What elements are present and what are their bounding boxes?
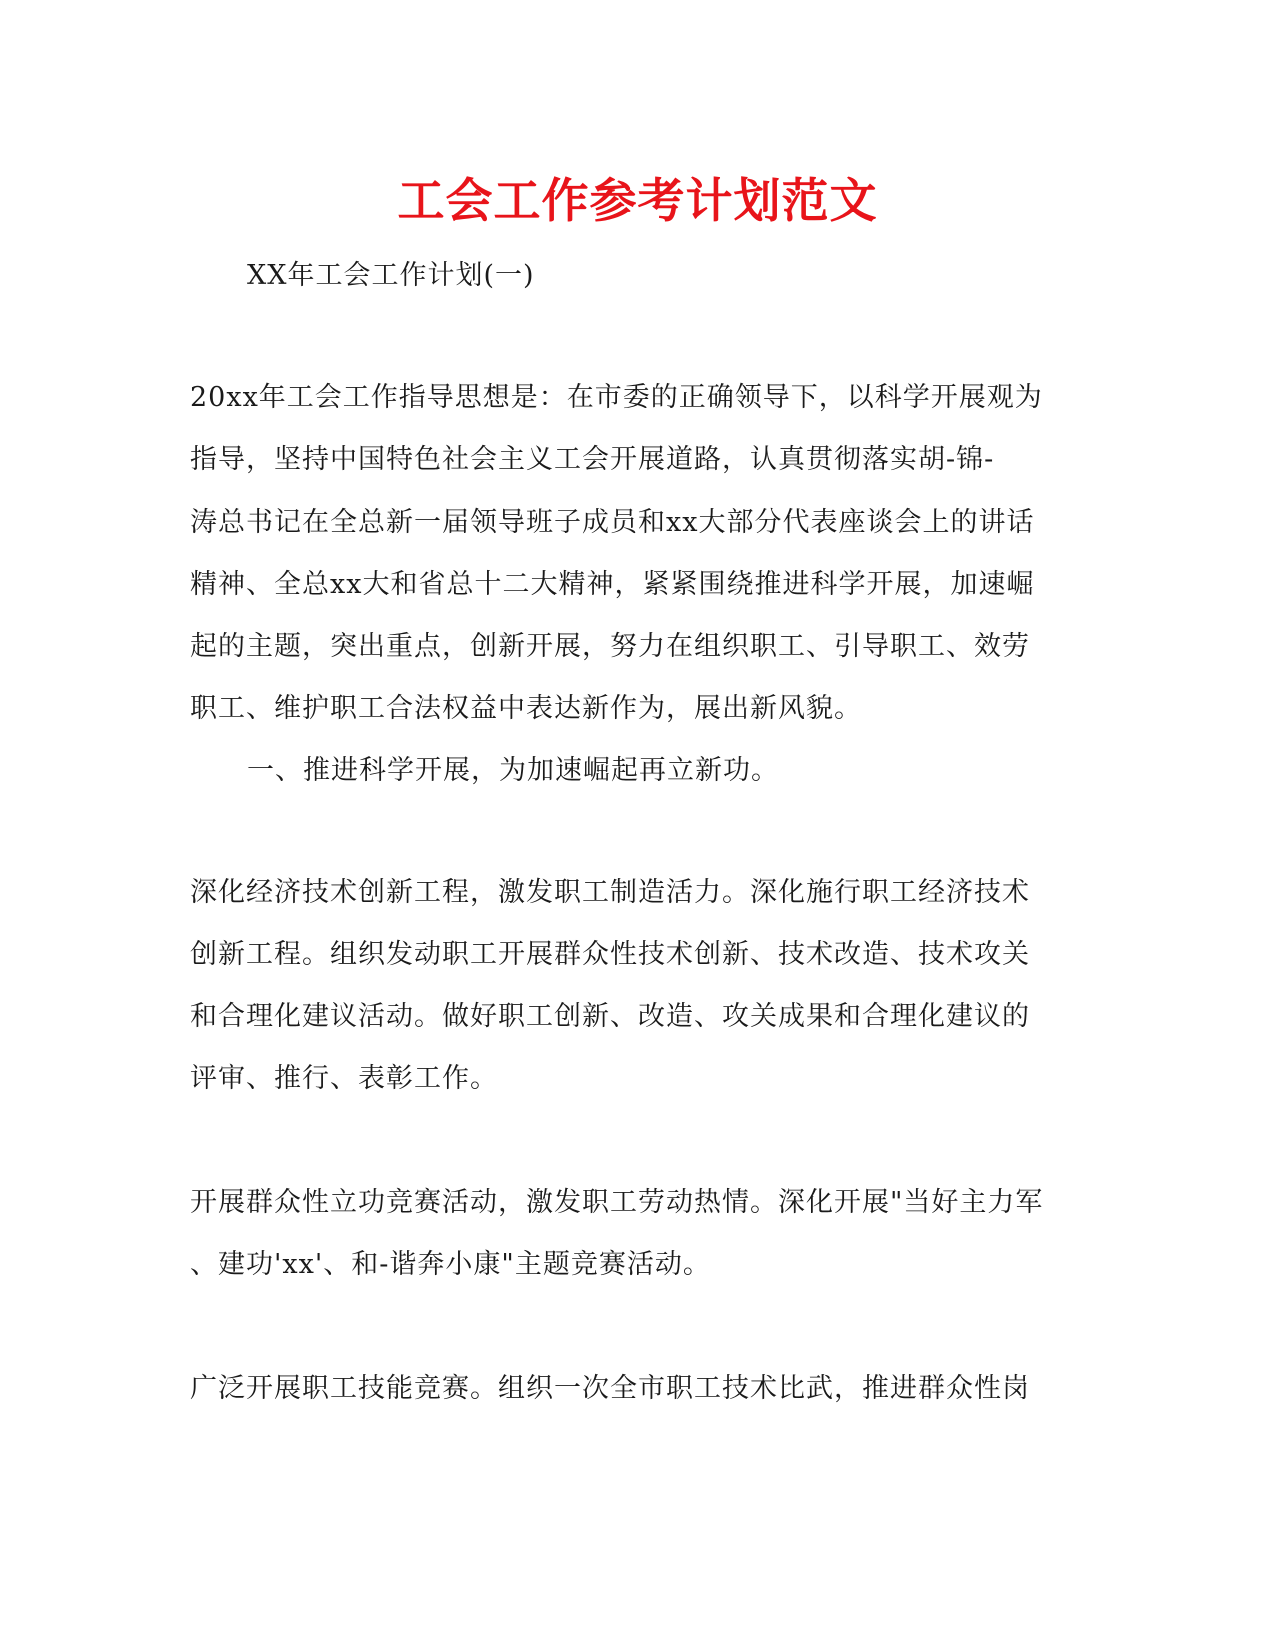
paragraph-line: 创新工程。组织发动职工开展群众性技术创新、技术改造、技术攻关 (190, 939, 1030, 970)
paragraph-line: 开展群众性立功竞赛活动，激发职工劳动热情。深化开展"当好主力军 (190, 1187, 1044, 1218)
paragraph-line: 深化经济技术创新工程，激发职工制造活力。深化施行职工经济技术 (190, 877, 1030, 908)
paragraph-line: 20xx年工会工作指导思想是：在市委的正确领导下，以科学开展观为 (190, 382, 1043, 413)
document-subtitle: XX年工会工作计划(一) (247, 260, 535, 291)
paragraph-line: 广泛开展职工技能竞赛。组织一次全市职工技术比武，推进群众性岗 (190, 1373, 1030, 1404)
section-heading: 一、推进科学开展，为加速崛起再立新功。 (247, 755, 779, 786)
paragraph-line: 职工、维护职工合法权益中表达新作为，展出新风貌。 (190, 693, 862, 724)
document-title: 工会工作参考计划范文 (397, 174, 878, 229)
paragraph-line: 起的主题，突出重点，创新开展，努力在组织职工、引导职工、效劳 (190, 631, 1030, 662)
paragraph-line: 和合理化建议活动。做好职工创新、改造、攻关成果和合理化建议的 (190, 1001, 1030, 1032)
paragraph-line: 涛总书记在全总新一届领导班子成员和xx大部分代表座谈会上的讲话 (190, 507, 1035, 538)
paragraph-line: 评审、推行、表彰工作。 (190, 1063, 498, 1094)
paragraph-line: 指导，坚持中国特色社会主义工会开展道路，认真贯彻落实胡-锦- (190, 444, 995, 475)
paragraph-line: 精神、全总xx大和省总十二大精神，紧紧围绕推进科学开展，加速崛 (190, 569, 1035, 600)
paragraph-line: 、建功'xx'、和-谐奔小康"主题竞赛活动。 (190, 1249, 711, 1280)
